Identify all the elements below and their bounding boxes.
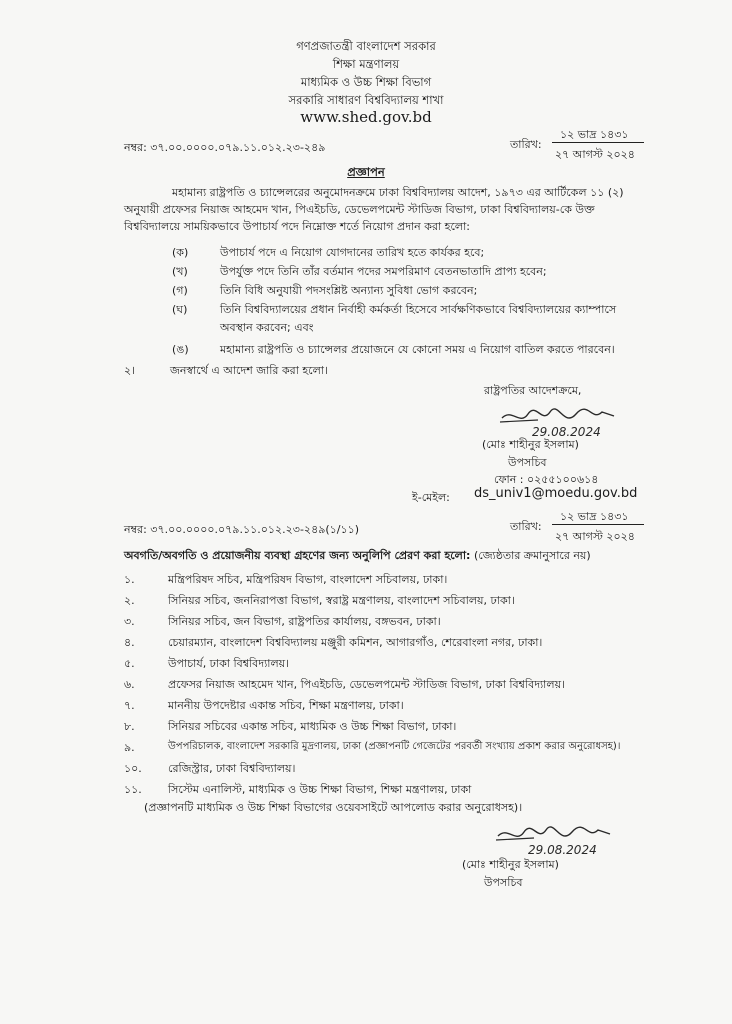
cc-item-number: ২.	[124, 594, 135, 607]
paragraph-1	[124, 184, 640, 235]
signer2-name: (মোঃ শাহীনুর ইসলাম)	[462, 858, 559, 871]
date-label: তারিখ:	[510, 138, 542, 151]
condition-text: অবস্থান করবেন; এবং	[220, 321, 314, 334]
date-divider	[552, 142, 644, 143]
signer-designation: উপসচিব	[508, 456, 547, 469]
cc-item-text: মন্ত্রিপরিষদ সচিব, মন্ত্রিপরিষদ বিভাগ, বাংলাদেশ সচিবালয়, ঢাকা।	[168, 573, 448, 586]
condition-text: তিনি বিশ্ববিদ্যালয়ের প্রধান নির্বাহী কর্মকর্তা হিসেবে সার্বক্ষণিকভাবে বিশ্ববিদ্যালয়ের ক্যাম্পাসে	[220, 303, 617, 316]
condition-mark: (গ)	[172, 284, 188, 297]
date2-label: তারিখ:	[510, 520, 542, 533]
cc-item-number: ৫.	[124, 657, 135, 670]
paragraph-2-number: ২।	[124, 364, 136, 377]
paragraph-line: মহামান্য রাষ্ট্রপতি ও চ্যান্সেলরের অনুমোদনক্রমে ঢাকা বিশ্ববিদ্যালয় আদেশ, ১৯৭৩ এর আর্টিকেল ১১ (২)	[172, 186, 624, 199]
order-line: রাষ্ট্রপতির আদেশক্রমে,	[484, 384, 582, 397]
date2-gregorian: ২৭ আগস্ট ২০২৪	[555, 530, 635, 543]
cc-heading-line	[124, 547, 591, 566]
condition-text: মহামান্য রাষ্ট্রপতি ও চ্যান্সেলর প্রয়োজনে যে কোনো সময় এ নিয়োগ বাতিল করতে পারবেন।	[220, 343, 615, 356]
condition-text: উপর্যুক্ত পদে তিনি তাঁর বর্তমান পদের সমপরিমাণ বেতনভাতাদি প্রাপ্য হবেন;	[220, 265, 547, 278]
cc-item-text: সিনিয়র সচিব, জন বিভাগ, রাষ্ট্রপতির কার্যালয়, বঙ্গভবন, ঢাকা।	[168, 615, 441, 628]
cc-item-text: সিনিয়র সচিবের একান্ত সচিব, মাধ্যমিক ও উচ্চ শিক্ষা বিভাগ, ঢাকা।	[168, 720, 457, 733]
signer-email[interactable]: ds_univ1@moedu.gov.bd	[474, 486, 638, 501]
signature-date: 29.08.2024	[532, 425, 601, 439]
cc-item-text: রেজিস্ট্রার, ঢাকা বিশ্ববিদ্যালয়।	[168, 762, 296, 775]
cc-item-number: ৩.	[124, 615, 135, 628]
cc-item-text: উপপরিচালক, বাংলাদেশ সরকারি মুদ্রণালয়, ঢাকা (প্রজ্ঞাপনটি গেজেটের পরবর্তী সংখ্যায় প্রকাশ করার অনুরোধসহ)।	[168, 741, 621, 752]
cc-item-text: চেয়ারম্যান, বাংলাদেশ বিশ্ববিদ্যালয় মঞ্জুরী কমিশন, আগারগাঁও, শেরেবাংলা নগর, ঢাকা।	[168, 636, 543, 649]
signer-name: (মোঃ শাহীনুর ইসলাম)	[482, 438, 579, 451]
cc-item-number: ৬.	[124, 678, 135, 691]
signature-date: 29.08.2024	[528, 843, 597, 857]
header-branch: সরকারি সাধারণ বিশ্ববিদ্যালয় শাখা	[288, 93, 444, 107]
date-gregorian: ২৭ আগস্ট ২০২৪	[555, 148, 635, 161]
condition-mark: (ঙ)	[172, 343, 189, 356]
cc-item-number: ১.	[124, 573, 135, 586]
cc-item-text: উপাচার্য, ঢাকা বিশ্ববিদ্যালয়।	[168, 657, 290, 670]
date-bangla: ১২ ভাদ্র ১৪৩১	[560, 128, 629, 141]
paragraph-2-text: জনস্বার্থে এ আদেশ জারি করা হলো।	[170, 364, 328, 377]
cc-note: (জ্যেষ্ঠতার ক্রমানুসারে নয়)	[473, 549, 591, 562]
condition-mark: (ক)	[172, 246, 189, 259]
paragraph-line: অনুযায়ী প্রফেসর নিয়াজ আহমেদ খান, পিএইচডি, ডেভেলপমেন্ট স্টাডিজ বিভাগ, ঢাকা বিশ্ববিদ্যালয়-কে উক্ত	[124, 203, 595, 216]
cc-item-text: মাননীয় উপদেষ্টার একান্ত সচিব, শিক্ষা মন্ত্রণালয়, ঢাকা।	[168, 699, 404, 712]
cc-item-number: ১১.	[124, 783, 142, 796]
cc-item-text: (প্রজ্ঞাপনটি মাধ্যমিক ও উচ্চ শিক্ষা বিভাগের ওয়েবসাইটে আপলোড করার অনুরোধসহ)।	[144, 801, 523, 814]
cc-item-number: ৯.	[124, 741, 135, 754]
cc-item-number: ৭.	[124, 699, 135, 712]
document-title: প্রজ্ঞাপন	[347, 165, 385, 179]
condition-mark: (খ)	[172, 265, 188, 278]
cc-item-number: ১০.	[124, 762, 142, 775]
signer2-designation: উপসচিব	[484, 876, 523, 889]
cc-item-text: প্রফেসর নিয়াজ আহমেদ খান, পিএইচডি, ডেভেলপমেন্ট স্টাডিজ বিভাগ, ঢাকা বিশ্ববিদ্যালয়।	[168, 678, 565, 691]
signer-phone: ফোন : ০২৫৫১০০৬১৪	[494, 473, 599, 486]
ref2-number: নম্বর: ৩৭.০০.০০০০.০৭৯.১১.০১২.২৩-২৪৯(১/১১)	[124, 523, 360, 536]
date2-divider	[552, 524, 644, 525]
condition-text: তিনি বিধি অনুযায়ী পদসংশ্লিষ্ট অন্যান্য সুবিধা ভোগ করবেন;	[220, 284, 478, 297]
cc-item-number: ৪.	[124, 636, 135, 649]
header-website: www.shed.gov.bd	[300, 108, 432, 126]
condition-text: উপাচার্য পদে এ নিয়োগ যোগদানের তারিখ হতে কার্যকর হবে;	[220, 246, 485, 259]
date2-bangla: ১২ ভাদ্র ১৪৩১	[560, 510, 629, 523]
header-division: মাধ্যমিক ও উচ্চ শিক্ষা বিভাগ	[300, 75, 432, 89]
header-govt: গণপ্রজাতন্ত্রী বাংলাদেশ সরকার	[296, 39, 436, 53]
email-label: ই-মেইল:	[412, 491, 450, 504]
paragraph-line: বিশ্ববিদ্যালয়ে সাময়িকভাবে উপাচার্য পদে নিম্নোক্ত শর্তে নিয়োগ প্রদান করা হলো:	[124, 220, 470, 233]
signature-image	[498, 404, 628, 440]
cc-item-text: সিস্টেম এনালিস্ট, মাধ্যমিক ও উচ্চ শিক্ষা বিভাগ, শিক্ষা মন্ত্রণালয়, ঢাকা	[168, 783, 472, 796]
ref-number: নম্বর: ৩৭.০০.০০০০.০৭৯.১১.০১২.২৩-২৪৯	[124, 141, 326, 154]
cc-item-number: ৮.	[124, 720, 135, 733]
signature-image	[494, 822, 624, 858]
condition-mark: (ঘ)	[172, 303, 188, 316]
cc-heading: অবগতি/অবগতি ও প্রয়োজনীয় ব্যবস্থা গ্রহণের জন্য অনুলিপি প্রেরণ করা হলো:	[124, 549, 471, 562]
cc-item-text: সিনিয়র সচিব, জননিরাপত্তা বিভাগ, স্বরাষ্ট্র মন্ত্রণালয়, বাংলাদেশ সচিবালয়, ঢাকা।	[168, 594, 515, 607]
header-ministry: শিক্ষা মন্ত্রণালয়	[332, 57, 400, 71]
